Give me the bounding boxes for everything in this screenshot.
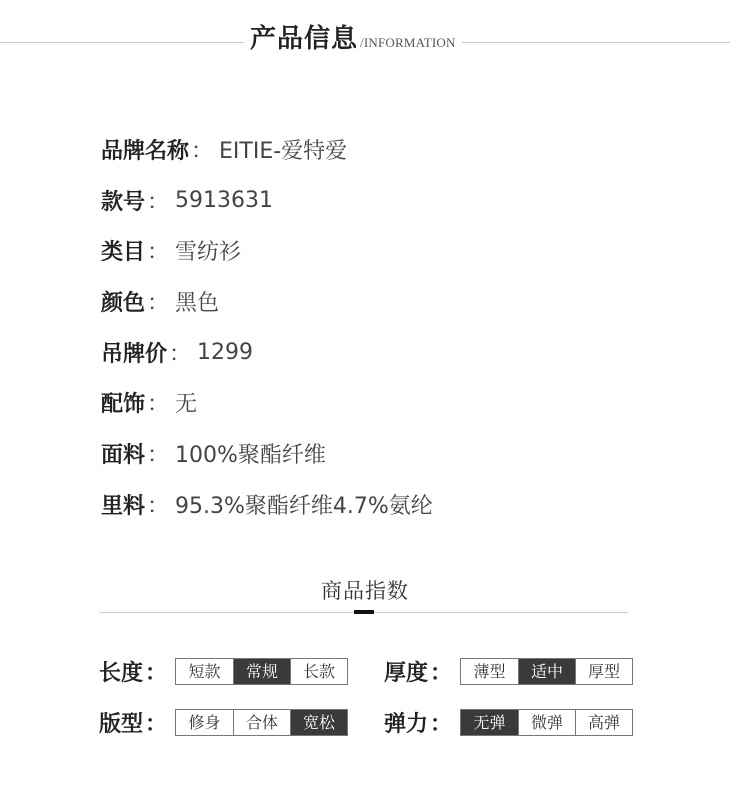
section-header xyxy=(244,18,462,68)
info-row-brand xyxy=(101,124,433,175)
info-value: 雪纺衫 xyxy=(175,240,242,266)
info-value: 100%聚酯纤维 xyxy=(175,442,326,468)
info-colon: ： xyxy=(147,189,170,215)
info-row-fabric xyxy=(101,428,433,479)
info-row-style-no xyxy=(101,175,433,226)
option-fit-regular: 合体 xyxy=(233,710,290,735)
attr-length xyxy=(99,656,348,687)
info-colon: ： xyxy=(147,290,170,316)
info-value: 黑色 xyxy=(175,290,220,316)
option-elasticity-none: 无弹 xyxy=(461,710,518,735)
info-label: 里料 xyxy=(101,493,146,519)
page-subtitle: /INFORMATION xyxy=(360,35,456,50)
attr-label: 版型： xyxy=(99,712,168,737)
product-info-list xyxy=(101,124,433,530)
info-row-price xyxy=(101,327,433,378)
option-length-short: 短款 xyxy=(188,662,221,681)
info-row-lining xyxy=(101,479,433,530)
info-colon: ： xyxy=(191,138,214,164)
attr-label: 长度： xyxy=(99,661,168,686)
option-thickness-thick: 厚型 xyxy=(575,659,632,684)
attr-label: 厚度： xyxy=(384,661,453,686)
info-label: 吊牌价 xyxy=(101,341,168,367)
info-colon: ： xyxy=(147,442,170,468)
info-label: 面料 xyxy=(101,442,146,468)
info-colon: ： xyxy=(147,392,170,418)
option-elasticity-high: 高弹 xyxy=(575,710,632,735)
index-section-accent xyxy=(354,610,374,614)
option-fit-loose: 宽松 xyxy=(290,710,347,735)
info-colon: ： xyxy=(169,341,192,367)
info-label: 配饰 xyxy=(101,392,146,418)
option-elasticity-slight: 微弹 xyxy=(518,710,575,735)
index-section-title: 商品指数 xyxy=(321,579,409,603)
info-row-accessory xyxy=(101,377,433,428)
option-thickness-medium: 适中 xyxy=(518,659,575,684)
option-length-regular: 常规 xyxy=(233,659,290,684)
info-label: 颜色 xyxy=(101,290,146,316)
page-title: 产品信息 xyxy=(250,24,359,54)
option-thickness-thin: 薄型 xyxy=(473,662,506,681)
thickness-options xyxy=(460,658,633,685)
info-label: 款号 xyxy=(101,189,146,215)
info-value: 无 xyxy=(175,392,198,418)
fit-options xyxy=(175,709,348,736)
info-value: 95.3%聚酯纤维4.7%氨纶 xyxy=(175,493,433,519)
info-value: 1299 xyxy=(197,339,254,365)
info-label: 类目 xyxy=(101,240,146,266)
attr-fit xyxy=(99,707,348,738)
info-value: EITIE-爱特爱 xyxy=(219,138,348,164)
info-colon: ： xyxy=(147,493,170,519)
info-label: 品牌名称 xyxy=(101,138,190,164)
info-colon: ： xyxy=(147,240,170,266)
length-options xyxy=(175,658,348,685)
option-fit-slim: 修身 xyxy=(188,713,221,732)
attr-label: 弹力： xyxy=(384,712,453,737)
attr-thickness xyxy=(384,656,633,687)
option-length-long: 长款 xyxy=(290,659,347,684)
attr-elasticity xyxy=(384,707,633,738)
info-row-category xyxy=(101,225,433,276)
info-row-color xyxy=(101,276,433,327)
info-value: 5913631 xyxy=(175,187,274,213)
elasticity-options xyxy=(460,709,633,736)
